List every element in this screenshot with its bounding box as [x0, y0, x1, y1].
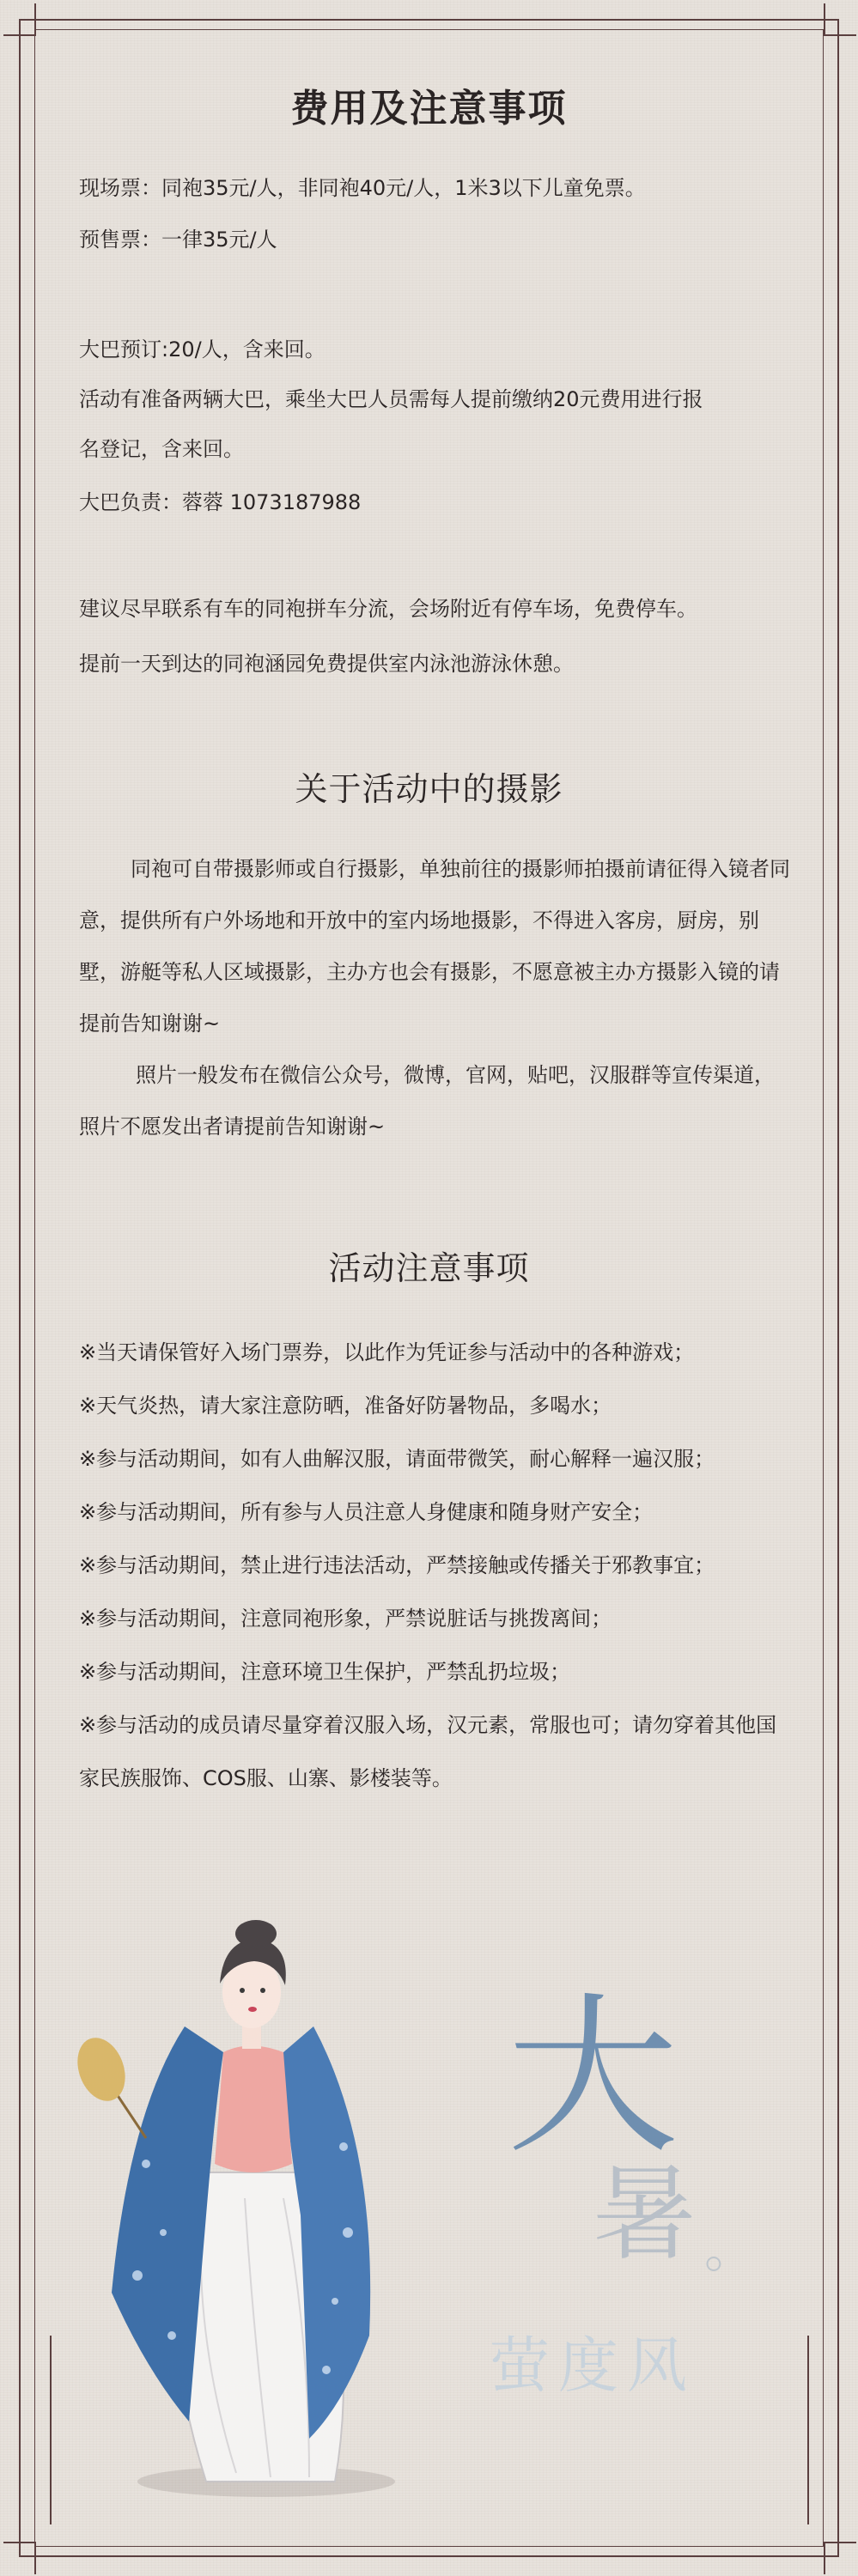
- bus-info-line1: 活动有准备两辆大巴，乘坐大巴人员需每人提前缴纳20元费用进行报: [79, 387, 703, 411]
- notices-title: 活动注意事项: [328, 1249, 530, 1287]
- photography-para-1: 同袍可自带摄影师或自行摄影，单独前往的摄影师拍摄前请征得入镜者同意，提供所有户外场地和开放中的室内场地摄影，不得进入客房，厨房，别墅，游艇等私人区域摄影，主办方也会有摄影，不愿意被主办方摄影入镜的请提前告知谢谢~: [79, 857, 790, 1036]
- frame-top-outer: [19, 19, 839, 21]
- early-arrival-note: 提前一天到达的同袍涵园免费提供室内泳池游泳休憩。: [79, 652, 574, 676]
- frame-corner-tl: [3, 3, 36, 36]
- decor-char-da: 大: [507, 1978, 679, 2178]
- carpool-note: 建议尽早联系有车的同袍拼车分流，会场附近有停车场，免费停车。: [79, 597, 697, 621]
- notice-item: ※参与活动期间，注意环境卫生保护，严禁乱扔垃圾；: [79, 1660, 571, 1684]
- notice-item: ※参与活动期间，所有参与人员注意人身健康和随身财产安全；: [79, 1500, 654, 1524]
- notice-item: ※参与活动期间，禁止进行违法活动，严禁接触或传播关于邪教事宜；: [79, 1553, 715, 1577]
- photography-para-2: 照片一般发布在微信公众号，微博，官网，贴吧，汉服群等宣传渠道，照片不愿发出者请提前告知谢谢~: [79, 1063, 775, 1139]
- ticket-onsite: 现场票：同袍35元/人，非同袍40元/人，1米3以下儿童免票。: [79, 176, 646, 200]
- notice-item: ※参与活动的成员请尽量穿着汉服入场，汉元素，常服也可；请勿穿着其他国家民族服饰、COS服、山寨、影楼装等。: [79, 1713, 777, 1790]
- bus-info-line2: 名登记，含来回。: [79, 437, 244, 461]
- frame-corner-tr: [824, 3, 856, 36]
- photography-title: 关于活动中的摄影: [295, 770, 563, 808]
- brand-name: 萤度风: [490, 2330, 696, 2401]
- frame-bottom-inner: [34, 2546, 824, 2547]
- frame-corner-br: [824, 2542, 856, 2574]
- bus-booking: 大巴预订:20/人，含来回。: [79, 337, 326, 361]
- notices-list: [79, 1326, 800, 1805]
- frame-accent-right: [807, 2336, 809, 2524]
- frame-corner-bl: [3, 2542, 36, 2574]
- ticket-presale: 预售票：一律35元/人: [79, 228, 277, 252]
- bus-contact: 大巴负责：蓉蓉 1073187988: [79, 490, 362, 514]
- notice-item: ※天气炎热，请大家注意防晒，准备好防暑物品，多喝水；: [79, 1394, 612, 1418]
- hanfu-lady-illustration: [52, 1889, 447, 2507]
- fees-title: 费用及注意事项: [290, 87, 568, 131]
- notice-item: ※参与活动期间，注意同袍形象，严禁说脏话与挑拨离间；: [79, 1607, 612, 1631]
- frame-bottom-outer: [19, 2555, 839, 2557]
- notice-item: ※当天请保管好入场门票券，以此作为凭证参与活动中的各种游戏；: [79, 1340, 695, 1364]
- decor-char-dot: 。: [704, 2220, 756, 2280]
- notice-item: ※参与活动期间，如有人曲解汉服，请面带微笑，耐心解释一遍汉服；: [79, 1447, 715, 1471]
- frame-top-inner: [34, 29, 824, 30]
- decor-char-shu: 暑: [593, 2155, 696, 2275]
